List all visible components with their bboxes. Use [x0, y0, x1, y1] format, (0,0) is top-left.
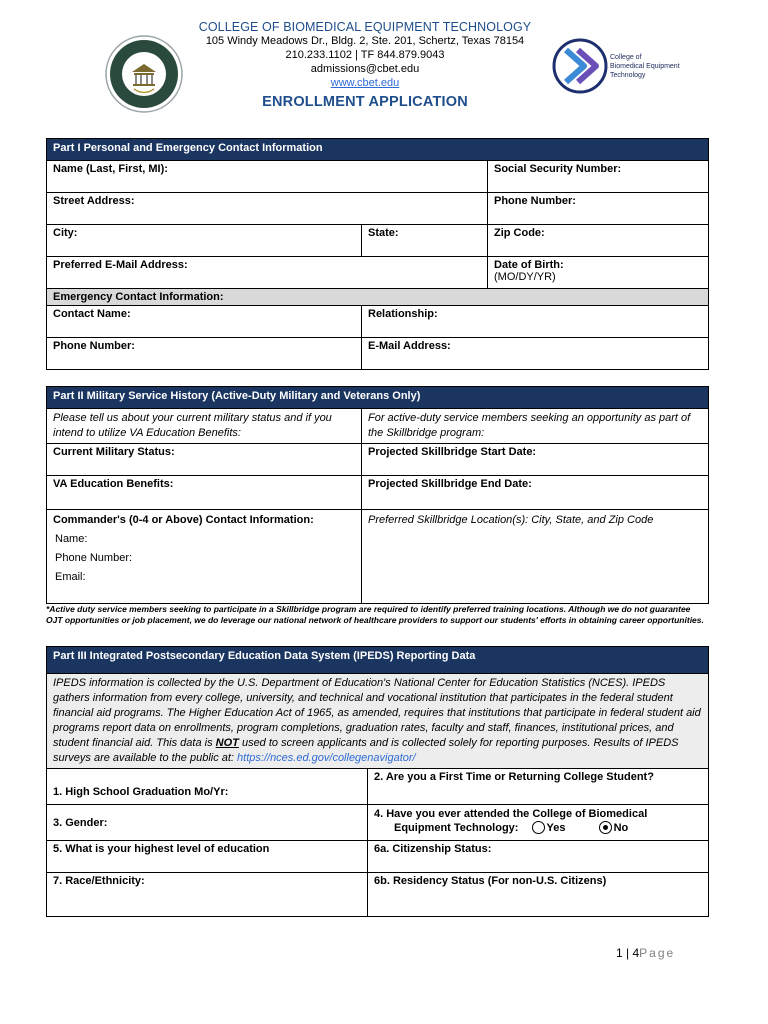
- college-address: 105 Windy Meadows Dr., Bldg. 2, Ste. 201, Schertz, Texas 78154: [205, 35, 525, 47]
- phone-field[interactable]: [488, 193, 709, 225]
- residency-field[interactable]: [368, 873, 709, 917]
- commander-contact-field[interactable]: [47, 510, 362, 604]
- skillbridge-note: *Active duty service members seeking to participate in a Skillbridge program are required to identify preferred training locations. Although we do not guarantee OJT opportunities or job placement, we do leverage our national network of healthcare providers to support our students' efforts in obtaining career opportunities.: [46, 604, 704, 625]
- attended-label: 4. Have you ever attended the College of Biomedical: [374, 808, 648, 820]
- skillbridge-location-label: Preferred Skillbridge Location(s): City, State, and Zip Code: [368, 514, 654, 526]
- commander-name-label: Name:: [55, 533, 88, 545]
- student-type-field[interactable]: [368, 769, 709, 805]
- attended-label-cont: Equipment Technology:: [394, 822, 519, 834]
- email-label: Preferred E-Mail Address:: [53, 259, 188, 271]
- logo-text-line: Technology: [610, 72, 646, 79]
- va-benefits-field[interactable]: [47, 476, 362, 510]
- ssn-field[interactable]: [488, 161, 709, 193]
- part3-table: [46, 646, 709, 917]
- ipeds-text-a: IPEDS information is collected by the U.S. Department of Education's National Center for Education Statistics (NCES). IPEDS gathers information from every college, university, and technical and vocational institution that participates in the federal student financial aid programs. The Higher Education Act of 1965, as amended, requires that institutions that participate in federal student aid programs report data on enrollments, program completions, graduation rates, faculty and staff, finances, institutional prices, and student financial aid. This data is: [53, 677, 701, 749]
- part2-table: [46, 386, 709, 604]
- street-field[interactable]: [47, 193, 488, 225]
- education-level-field[interactable]: [47, 841, 368, 873]
- race-field[interactable]: [47, 873, 368, 917]
- page-count: 1 | 4: [616, 946, 640, 960]
- relationship-field[interactable]: [362, 306, 709, 338]
- page-number: [616, 946, 675, 960]
- commander-phone-label: Phone Number:: [55, 552, 133, 564]
- part2-heading: Part II Military Service History (Active-Duty Military and Veterans Only): [47, 387, 709, 409]
- skillbridge-location-field[interactable]: [362, 510, 709, 604]
- contact-phone-field[interactable]: [47, 338, 362, 370]
- name-field[interactable]: [47, 161, 488, 193]
- military-status-field[interactable]: [47, 444, 362, 476]
- email-field[interactable]: [47, 257, 488, 289]
- dob-format: (MO/DY/YR): [494, 271, 556, 283]
- part1-table: [46, 138, 709, 370]
- citizenship-field[interactable]: [368, 841, 709, 873]
- commander-email-label: Email:: [55, 571, 86, 583]
- hs-graduation-field[interactable]: [47, 769, 368, 805]
- part1-heading: Part I Personal and Emergency Contact Information: [47, 139, 709, 161]
- college-seal: [104, 34, 184, 114]
- form-title: ENROLLMENT APPLICATION: [262, 94, 468, 110]
- state-field[interactable]: [362, 225, 488, 257]
- letterhead: [190, 20, 540, 110]
- contact-email-field[interactable]: [362, 338, 709, 370]
- college-logo: [550, 36, 690, 96]
- college-name: COLLEGE OF BIOMEDICAL EQUIPMENT TECHNOLOGY: [198, 20, 532, 34]
- skillbridge-end-field[interactable]: [362, 476, 709, 510]
- phone-label: Phone Number:: [494, 195, 576, 207]
- contact-phone-label: Phone Number:: [53, 340, 135, 352]
- va-benefits-label: VA Education Benefits:: [53, 478, 174, 490]
- name-label: Name (Last, First, MI):: [53, 163, 168, 175]
- no-label: No: [613, 822, 629, 834]
- zip-label: Zip Code:: [494, 227, 545, 239]
- ipeds-link[interactable]: https://nces.ed.gov/collegenavigator/: [237, 752, 416, 764]
- ipeds-intro: [47, 674, 709, 769]
- contact-name-field[interactable]: [47, 306, 362, 338]
- no-radio[interactable]: [599, 821, 612, 834]
- race-label: 7. Race/Ethnicity:: [53, 875, 145, 887]
- military-status-label: Current Military Status:: [53, 446, 175, 458]
- state-label: State:: [368, 227, 399, 239]
- ipeds-not: NOT: [215, 737, 239, 749]
- yes-radio[interactable]: [532, 821, 545, 834]
- education-level-label: 5. What is your highest level of education: [53, 843, 270, 855]
- college-phone: 210.233.1102 | TF 844.879.9043: [285, 49, 445, 61]
- gender-label: 3. Gender:: [53, 816, 108, 829]
- contact-name-label: Contact Name:: [53, 308, 131, 320]
- hs-graduation-label: 1. High School Graduation Mo/Yr:: [53, 786, 229, 798]
- gender-field[interactable]: [47, 805, 368, 841]
- student-type-label: 2. Are you a First Time or Returning College Student?: [374, 771, 654, 783]
- college-website-link[interactable]: www.cbet.edu: [330, 77, 400, 89]
- skillbridge-start-label: Projected Skillbridge Start Date:: [368, 446, 537, 458]
- contact-email-label: E-Mail Address:: [368, 340, 451, 352]
- residency-label: 6b. Residency Status (For non-U.S. Citizens): [374, 875, 607, 887]
- part3-heading: Part III Integrated Postsecondary Education Data System (IPEDS) Reporting Data: [47, 647, 709, 674]
- dob-label: Date of Birth:: [494, 259, 564, 271]
- logo-text-line: Biomedical Equipment: [610, 63, 680, 70]
- yes-label: Yes: [546, 822, 566, 834]
- page-word: Page: [639, 946, 676, 960]
- citizenship-label: 6a. Citizenship Status:: [374, 843, 492, 855]
- city-field[interactable]: [47, 225, 362, 257]
- city-label: City:: [53, 227, 78, 239]
- skillbridge-end-label: Projected Skillbridge End Date:: [368, 478, 532, 490]
- ipeds-text-b: used to screen applicants and is collected solely for reporting purposes. Results of IPEDS surveys are available to the public at:: [53, 737, 679, 764]
- ssn-label: Social Security Number:: [494, 163, 622, 175]
- commander-label: Commander's (0-4 or Above) Contact Information:: [53, 514, 314, 526]
- street-label: Street Address:: [53, 195, 135, 207]
- relationship-label: Relationship:: [368, 308, 438, 320]
- skillbridge-start-field[interactable]: [362, 444, 709, 476]
- zip-field[interactable]: [488, 225, 709, 257]
- logo-text-line: College of: [610, 54, 642, 61]
- emergency-heading: Emergency Contact Information:: [47, 289, 709, 306]
- part2-intro-left: Please tell us about your current military status and if you intend to utilize VA Education Benefits:: [47, 409, 362, 444]
- college-email: admissions@cbet.edu: [310, 63, 420, 75]
- attended-field: [368, 805, 709, 841]
- dob-field[interactable]: [488, 257, 709, 289]
- part2-intro-right: For active-duty service members seeking an opportunity as part of the Skillbridge program:: [362, 409, 709, 444]
